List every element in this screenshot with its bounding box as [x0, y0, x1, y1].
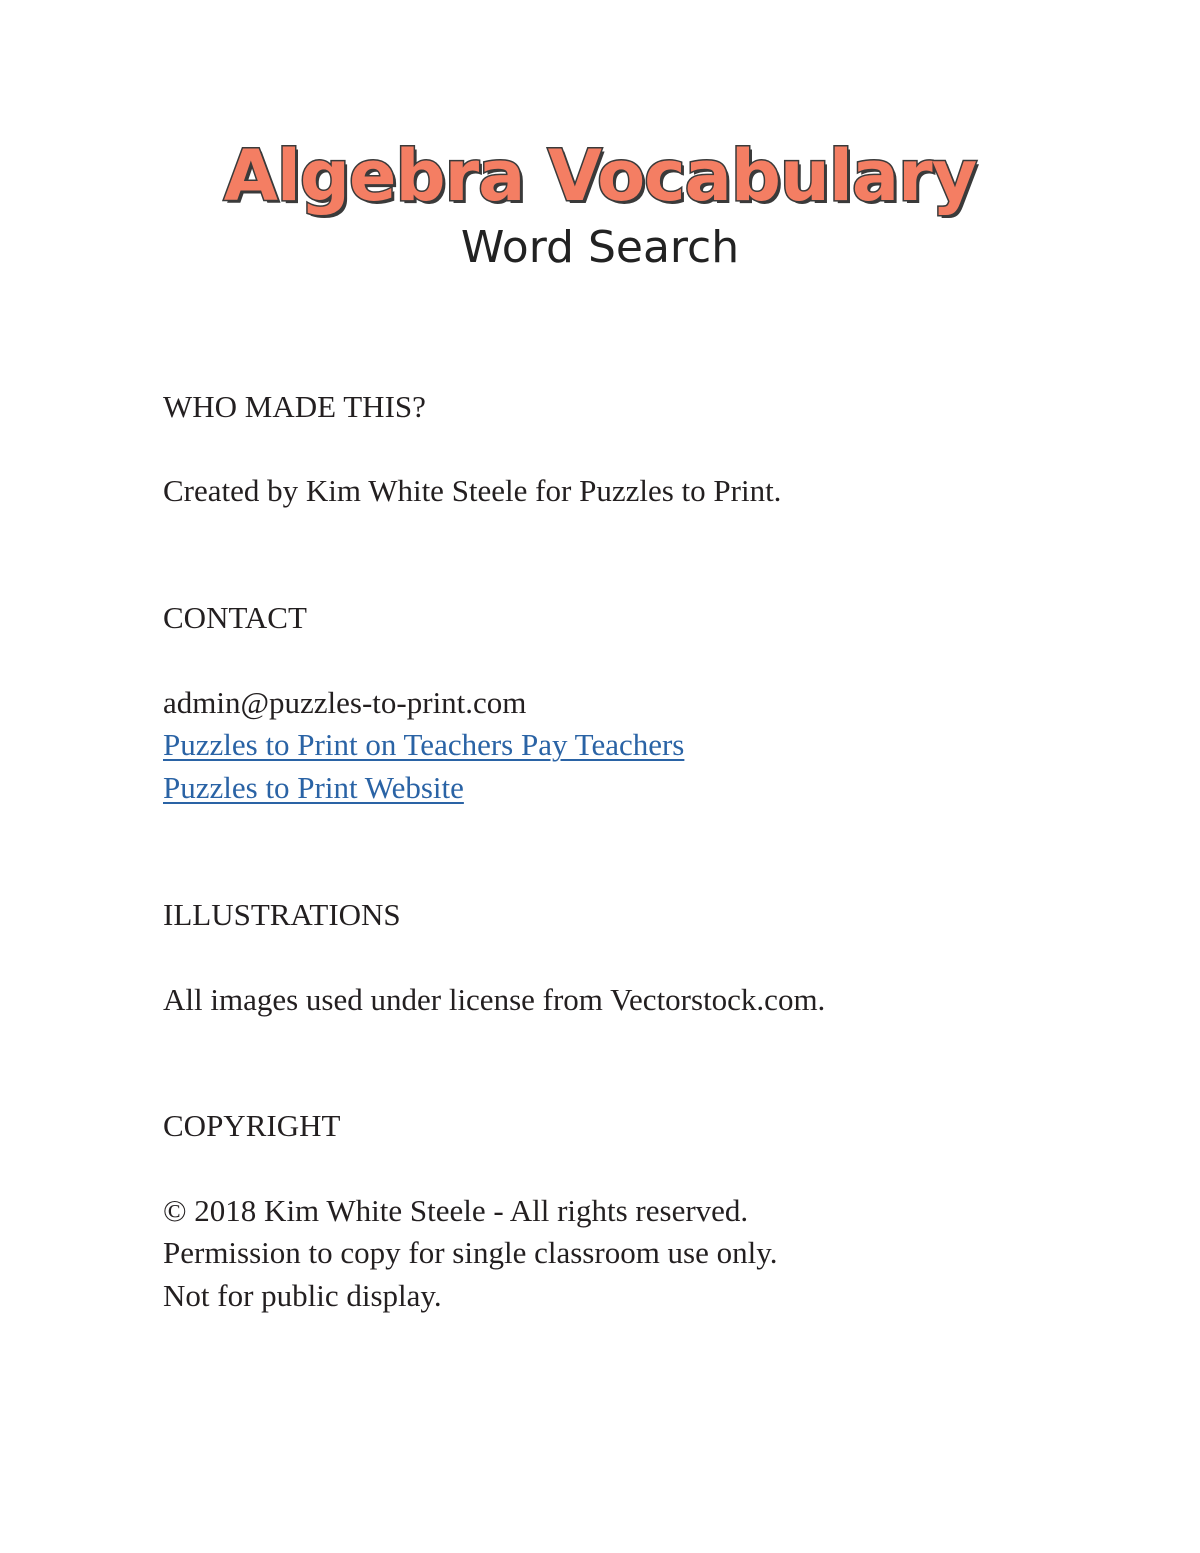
page-title: Algebra Vocabulary — [223, 135, 977, 217]
website-link[interactable]: Puzzles to Print Website — [163, 770, 464, 805]
copyright-heading: COPYRIGHT — [163, 1108, 341, 1143]
copyright-line-1: © 2018 Kim White Steele - All rights reserved. — [163, 1193, 749, 1228]
copyright-line-2: Permission to copy for single classroom use only. — [163, 1235, 778, 1270]
contact-heading: CONTACT — [163, 600, 307, 635]
copyright-line-3: Not for public display. — [163, 1278, 442, 1313]
tpt-link[interactable]: Puzzles to Print on Teachers Pay Teachers — [163, 727, 685, 762]
illustrations-heading: ILLUSTRATIONS — [163, 897, 401, 932]
page-subtitle: Word Search — [460, 222, 740, 273]
who-text: Created by Kim White Steele for Puzzles to Print. — [163, 473, 782, 508]
illustrations-text: All images used under license from Vectorstock.com. — [163, 982, 826, 1017]
contact-email: admin@puzzles-to-print.com — [163, 685, 527, 720]
who-heading: WHO MADE THIS? — [163, 389, 426, 424]
